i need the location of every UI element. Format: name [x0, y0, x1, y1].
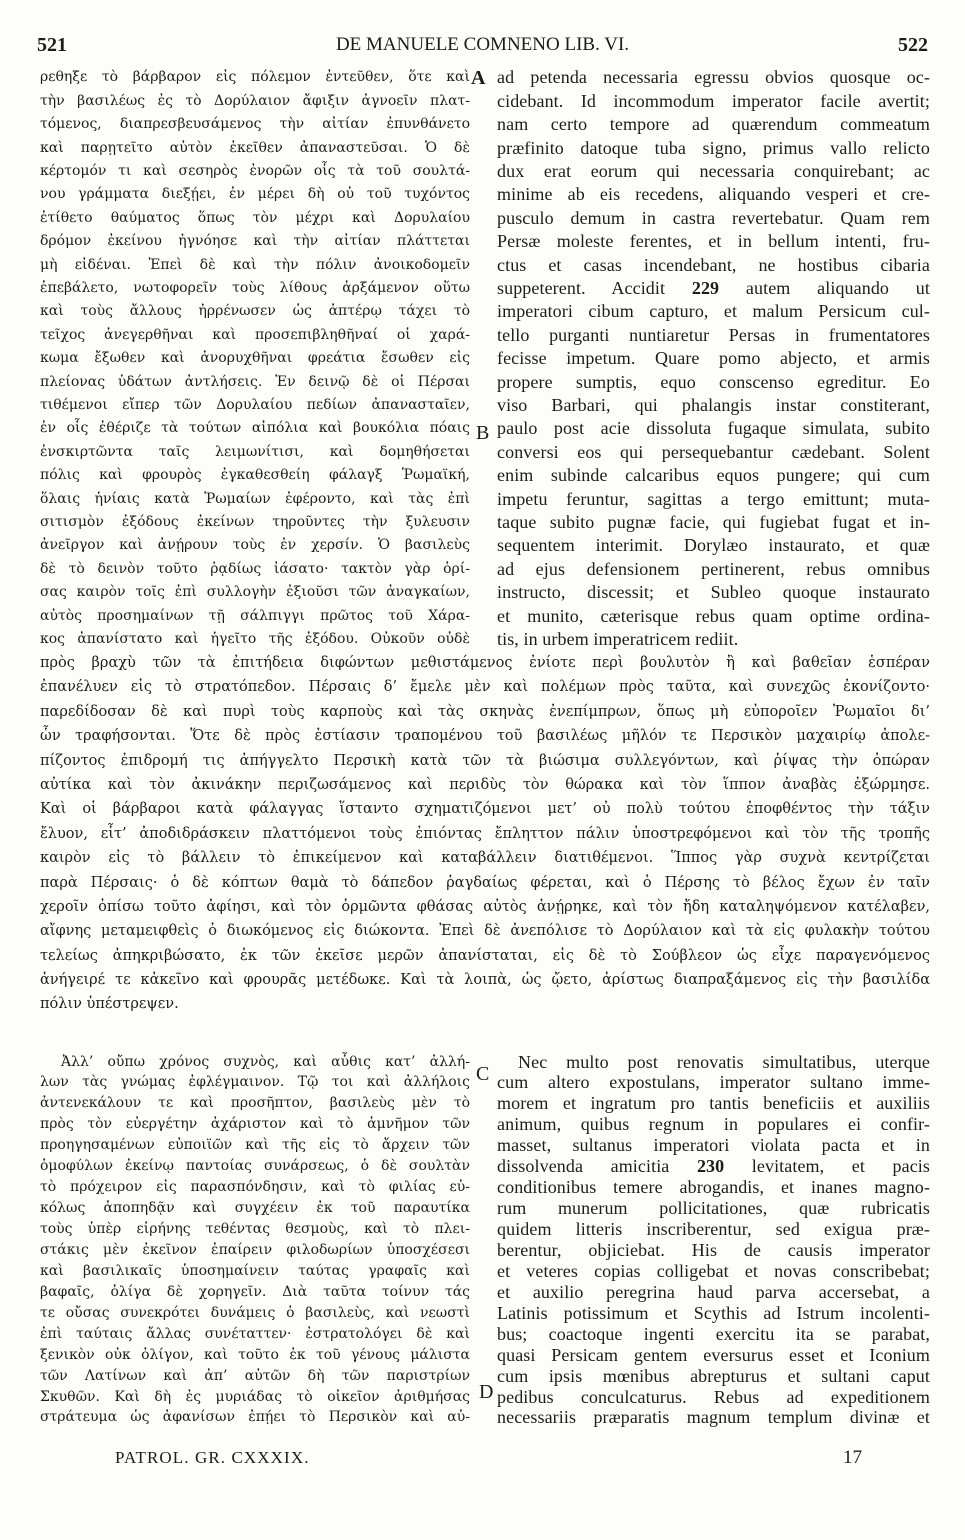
text-line: μὴ εἰδέναι. Ἐπεὶ δὲ καὶ τὴν πόλιν ἀνοικοδομεῖν: [40, 256, 470, 273]
greek-fullwidth-text: [40, 651, 930, 1017]
text-line: ρεθηξε τὸ βάρβαρον εἰς πόλεμον ἐντεῦθεν, ὅτε καὶ: [40, 69, 470, 86]
text-line: τε οὔσας συνεκρότει δυνάμεις ὁ βασιλεὺς, καὶ νεωστὶ: [40, 1304, 470, 1321]
text-line: quasi Persicam gentem eversurus esset et Iconium: [497, 1344, 930, 1365]
text-line: ad ejus defensionem pertinerent, rebus omnibus: [497, 558, 930, 579]
text-line: ὧν τραφήσονται. Ὅτε δὲ πρὸς ἑστίασιν τραπομένου τοῦ βασιλέως μῆλόν τε Περσικὸν μαχαιρίῳ ἀπολε-: [40, 728, 930, 745]
text-line: αὐτίκα καὶ τὸν ἀκινάκην περιζωσάμενος καὶ περιδὺς τὸν θώρακα καὶ τὸν ἵππον ἀναβὰς ἐξώρμησε.: [40, 776, 930, 793]
text-line: Persæ moleste ferentes, et in bellum intenti, fru-: [497, 231, 930, 252]
text-line: ἐτίθετο θαύματος ὅπως τὸν μέχρι καὶ Δορυλαίου: [40, 209, 470, 226]
text-line: ἐνσκιρτῶντα ταῖς λειμωνίτισι, καὶ δομηθήσεται: [40, 443, 470, 460]
text-line: viso Barbari, qui phalangis instar constiterant,: [497, 394, 930, 415]
text-line: præfinito datoque tuba signo, primus vallo relicto: [497, 137, 930, 158]
section-marker-d: D: [479, 1381, 494, 1403]
text-line: αὐτὸς προσημαίνων τῇ σάλπιγγι πρῶτος τοῦ Χάρα-: [40, 607, 470, 624]
text-line: κέρτομόν τι καὶ σεσηρὸς ἐνορῶν οἷς τὰ τοῦ σουλτά-: [40, 162, 470, 179]
text-line: πρὸς τὸν εὐεργέτην ἀχάριστον καὶ τὸ ἀμνῆμον τῶν: [40, 1116, 470, 1133]
text-line: παρεδίδοσαν δὲ καὶ πυρὶ τοὺς καρποὺς καὶ τὰς σκηνὰς ἐνεπίμπρων, ὅπως μὴ εὐποροῖεν Ῥωμαῖοι δι’: [40, 703, 930, 720]
text-line: ἀνήγειρέ τε κἀκεῖνο καὶ φρουρᾶς μετέδωκε. Καὶ τὰ λοιπὰ, ὡς ᾤετο, ἀρίστως διαπραξάμενος εἰς τὴν βασιλίδα: [40, 972, 930, 989]
text-line: κόλως ἀποπηδᾷν καὶ συγχέειν ἐκ τοῦ παραυτίκα: [40, 1200, 470, 1217]
running-title: DE MANUELE COMNENO LIB. VI.: [335, 34, 630, 55]
text-line: pedibus conculcaturus. Rebus ad expeditionem: [497, 1386, 930, 1407]
page-number-right: 522: [898, 34, 928, 56]
latin-column-top: [497, 66, 930, 651]
text-line: τελείως ἀπηκριβώσατο, ἐκ τῶν ἐκεῖσε μερῶν ἀπανίσταται, εἰς δὲ τὸ Σούβλεον ὡς εἶχε παραγενόμενος: [40, 947, 930, 964]
text-line: δὲ τὸ δεινὸν τοῦτο ῥᾳδίως ἰάσατο· τακτὸν γὰρ ὁρί-: [40, 560, 470, 577]
text-line: tis, in urbem imperatricem rediit.: [497, 629, 739, 650]
text-line: conditionibus temere abrogandis, et inanes magno-: [497, 1177, 930, 1198]
text-line: conversi eos qui persequebantur cædebant. Solent: [497, 441, 930, 462]
text-line: Καὶ οἱ βάρβαροι κατὰ φάλαγγας ἵσταντο σχηματιζόμενοι μετ’ οὐ πολὺ τούτου ἐποφθέντος τὴν τάξιν: [40, 801, 930, 818]
text-line: ἐν οἷς ἐθέριζε τὰ τούτων αἰπόλια καὶ βουκόλια πόαις: [40, 420, 470, 437]
text-line: ἔλυον, εἶτ’ ἀποδιδράσκειν πλαττόμενοι τοὺς ἐπιόντας ἔπληττον πάλιν ὑποστρεφόμενοι καὶ τὸν τῆς τροπῆς: [40, 825, 930, 842]
text-line: quidem litteris inscriberentur, sed exigua præ-: [497, 1219, 930, 1239]
text-line: propere sumptis, equo conscenso egreditur. Eo: [497, 371, 930, 392]
text-line: animum, quibus regnum in populares ei confir-: [497, 1114, 930, 1135]
text-line: et veteres copias colligebat et novas conscribebat;: [497, 1260, 930, 1281]
text-line: Ἀλλ’ οὔπω χρόνος συχνὸς, καὶ αὖθις κατ’ ἀλλή-: [61, 1053, 470, 1070]
text-line: νου γράμματα διεξῄει, ἐν μέρει δὴ οὐ τοῦ τυχόντος: [40, 186, 470, 203]
text-line: πόλις καὶ φρουρὸς ἐγκαθεσθείη φάλαγξ Ῥωμαϊκή,: [40, 467, 470, 484]
text-line: taque subito pugnæ facie, qui fugiebat fugat et in-: [497, 512, 930, 533]
text-line: minime ab eis recedens, aliquando vesperi et cre-: [497, 184, 930, 205]
text-line: sequentem interimit. Dorylæo instaurato, et quæ: [497, 535, 930, 556]
text-line: προηγησαμένων εὐποιϊῶν καὶ τῆς εἰς τὸ ἄρχειν τῶν: [40, 1137, 470, 1154]
text-line: πίζοντος ἐπιδρομή τις ἀπήγγελτο Περσικὴ κατὰ τῶν τὰ βιώσιμα συλλεγόντων, καὶ ῥίψας τὴν ὀπώραν: [40, 752, 930, 769]
text-line: καὶ παρῃτεῖτο αὐτὸν ἐκεῖθεν ἀπαναστεῦσαι. Ὁ δὲ: [40, 139, 470, 156]
text-line: τεῖχος ἀνεγερθῆναι καὶ προσεπιβληθῆναί οἱ χαρά-: [40, 326, 470, 343]
latin-column-bottom: [497, 1052, 930, 1429]
text-line: enim subinde calcaribus equos pungere; qui cum: [497, 465, 930, 486]
signature-mark: PATROL. GR. CXXXIX.: [115, 1448, 310, 1467]
text-line: τοὺς ὑπὲρ εἰρήνης τεθέντας θεσμοὺς, καὶ τὸ πλει-: [40, 1221, 470, 1237]
text-line: αἴφνης μεταμειφθεὶς ὁ διωκόμενος εἰς διώκοντα. Ἐπεὶ δὲ ἀνεπόλισε τὸ Δορύλαιον καὶ τὰ εἰς φυλακὴν τούτου: [40, 923, 930, 940]
greek-column-bottom: [40, 1052, 470, 1429]
text-line: dux erat eorum qui necessaria conquirebant; ac: [497, 160, 930, 181]
text-line: καὶ τοὺς ἄλλους ἠρρένωσεν ὡς ἀπτέρῳ τάχει τὸ: [40, 303, 470, 320]
text-line: τῶν Λατίνων καὶ ἀπ’ αὐτῶν δὴ τῶν παριστρίων: [40, 1367, 470, 1384]
text-segment: dissolvenda amicitia: [497, 1156, 697, 1177]
text-line: necessariis præparatis magnum templum divinæ et: [497, 1407, 930, 1428]
text-line: berentur, objiciebat. His de causis imperator: [497, 1239, 930, 1260]
text-line: τόμενος, διαπρεσβευσάμενος τὴν αἰτίαν ἐπυνθάνετο: [40, 116, 470, 133]
text-line: πρὸς βραχὺ τῶν τὰ ἐπιτήδεια διφώντων μεθιστάμενος ἐνίοτε περὶ βουλυτὸν ἢ καὶ βαθεῖαν ἑσπέραν: [40, 655, 930, 671]
text-line: et munito, cæterisque rebus quam optime ordina-: [497, 605, 930, 626]
text-line: impetu feruntur, sagittas a tergo emittunt; muta-: [497, 488, 930, 509]
text-line: tello purganti nuntiaretur Persas in frumentatores: [497, 324, 930, 345]
text-line: et auxilio peregrina haud parva accersebat, a: [497, 1281, 930, 1302]
text-line: δρόμον ἐκείνου ἠγνόησε καὶ τὴν αἰτίαν πλάττεται: [40, 233, 470, 250]
text-line: ctus et casas incendebant, ne hostibus cibaria: [497, 254, 930, 275]
text-line: [497, 277, 930, 300]
text-line: ἐπὶ ταύταις ἄλλας συνέταττεν· ἐστρατολόγει δὲ καὶ: [40, 1325, 470, 1342]
text-line: rum munerum pollicitationes, quæ rubricatis: [497, 1198, 930, 1219]
column-number: 230: [696, 1156, 725, 1177]
section-marker-a: A: [471, 67, 486, 89]
section-marker-b: B: [476, 422, 490, 444]
text-line: κωμα ἔξωθεν καὶ ἀνορυχθῆναι φρεάτια ἔσωθεν εἰς: [40, 350, 470, 367]
text-line: χεροῖν ὀπίσω τοῦτο ἀφίησι, καὶ τὸν ὁρμῶντα φθάσας αὐτὸς ἀνῄρηκε, καὶ τὸν ἤδη καταληψόμενον κατέλαβεν,: [40, 898, 930, 915]
sheet-number: 17: [843, 1447, 862, 1468]
text-line: cum ipsis mœnibus abrepturus et sultani caput: [497, 1365, 930, 1386]
text-line: ὁμοφύλων ἐκείνῳ παντοίας συνάρσεως, ὁ δὲ σουλτὰν: [40, 1158, 470, 1175]
section-marker-c: C: [476, 1063, 490, 1085]
text-line: masset, sultanus imperatori violata pacta et in: [497, 1135, 930, 1156]
text-line: paulo post acie dissoluta fugaque simulata, subito: [497, 418, 930, 439]
text-line: cum altero expostulans, imperator sultano imme-: [497, 1072, 930, 1093]
text-line: imperatori cibum capturo, et malum Persicum cul-: [497, 301, 930, 322]
greek-column-top: [40, 66, 470, 651]
column-number: 229: [691, 277, 720, 298]
text-line: καιρὸν εἰς τὸ βάλλειν τὸ ἐπικείμενον καὶ καταβάλλειν διατιθέμενοι. Ἵππος γὰρ συχνὰ κεντρίζεται: [40, 850, 930, 867]
text-line: ξενικὸν οὐκ ὀλίγον, καὶ τοῦτο ἐκ τοῦ γένους μάλιστα: [40, 1346, 470, 1363]
text-line: τιθέμενοι εἴπερ τῶν Δορυλαίου πεδίων ἀπανασταῖεν,: [40, 396, 470, 413]
text-line: ad petenda necessaria egressu obvios quosque oc-: [497, 67, 930, 88]
text-line: Nec multo post renovatis simultatibus, uterque: [518, 1051, 930, 1072]
text-line: τὸ πρόχειρον εἰς παρασπόνδησιν, καὶ τὸ φιλίας εὐ-: [40, 1179, 470, 1196]
text-line: morem et ingratum pro tantis beneficiis et auxiliis: [497, 1093, 930, 1114]
text-line: πόλιν ὑπέστρεψεν.: [40, 996, 179, 1013]
text-line: Latinis potissimum et Scythis ad Istrum incolenti-: [497, 1302, 930, 1323]
text-line: κος ἀπανίστατο καὶ ἡγεῖτο τῆς ἐξόδου. Οὐκοῦν οὐδὲ: [40, 631, 470, 648]
text-line: στράτευμα ὡς ἀφανίσων ἐπῄει τὸ Περσικὸν καὶ αὐ-: [40, 1409, 470, 1426]
text-segment: suppeterent. Accidit: [497, 277, 692, 298]
text-line: καὶ βασιλικαῖς ὑποσημαίνειν ταύτας γραφαῖς καὶ: [40, 1262, 470, 1279]
page-number-left: 521: [37, 34, 67, 56]
text-line: τὴν βασιλέως ἐς τὸ Δορύλαιον ἄφιξιν ἀγνοεῖν πλατ-: [40, 92, 470, 109]
text-line: λων τὰς γνώμας ἐφλέγμαινον. Τῷ τοι καὶ ἀλλήλοις: [40, 1074, 470, 1091]
text-segment: levitatem, et pacis: [724, 1156, 930, 1177]
text-line: σιτισμὸν ἐξόδους ἐκείνων τηροῦντες τὴν ξυλευσιν: [40, 514, 470, 531]
text-line: fecisse impetum. Quare pomo abjecto, et armis: [497, 348, 930, 369]
text-line: ἀντενεκάλουν τε καὶ προσῆπτον, βασιλεὺς μὲν τὸ: [40, 1095, 470, 1112]
text-line: [497, 1156, 930, 1177]
text-line: cidebant. Id incommodum imperator facile avertit;: [497, 90, 930, 111]
text-line: ἀνεῖργον καὶ ἀνῄρουν τοὺς ἐν χερσίν. Ὁ βασιλεὺς: [40, 537, 470, 554]
text-line: pusculo demum in castra revertebatur. Quam rem: [497, 207, 930, 228]
text-line: bus; coactoque ingenti exercitu ita se parabat,: [497, 1323, 930, 1344]
text-line: instructo, discessit; et Subleo quoque instaurato: [497, 582, 930, 603]
text-segment: autem aliquando ut: [719, 277, 930, 298]
text-line: παρὰ Πέρσαις· ὁ δὲ κόπτων θαμὰ τὸ δάπεδον ῥαγδαίως φέρεται, καὶ ὁ Πέρσης τὸ βέλος ἔχων ἐν ταῖν: [40, 874, 930, 891]
text-line: σας καιρὸν τοῖς ἐπὶ συλλογὴν ἐξιοῦσι τῶν ἀναγκαίων,: [40, 584, 470, 601]
text-line: ἐπεβάλετο, νωτοφορεῖν τοὺς λίθους ἀρξάμενον οὕτω: [40, 279, 470, 296]
text-line: Σκυθῶν. Καὶ δὴ ἐς μυριάδας τὸ οἰκεῖον ἀριθμήσας: [40, 1388, 470, 1405]
text-line: ὅλαις ἡνίαις κατὰ Ῥωμαίων ἐφέροντο, καὶ τὰς ἐπὶ: [40, 490, 470, 507]
text-line: nam certo tempore ad quærendum commeatum: [497, 114, 930, 135]
text-line: στάκις μὲν ἐκεῖνον ἐπαίρειν φιλοδωρίων ὑποσχέσεσι: [40, 1241, 470, 1258]
text-line: ἐπανέλυεν εἰς τὸ στρατόπεδον. Πέρσαις δ’ ἔμελε μὲν καὶ πολέμων πρὸς ταῦτα, καὶ συνεχῶς ἐκονίζοντο·: [40, 679, 930, 696]
text-line: πλείονας ὑδάτων ἀντλήσεις. Ἐν δεινῷ δὲ οἱ Πέρσαι: [40, 373, 470, 390]
text-line: βαφαῖς, ὀλίγα δὲ χορηγεῖν. Διὰ ταῦτα τοίνυν τάς: [40, 1283, 470, 1300]
